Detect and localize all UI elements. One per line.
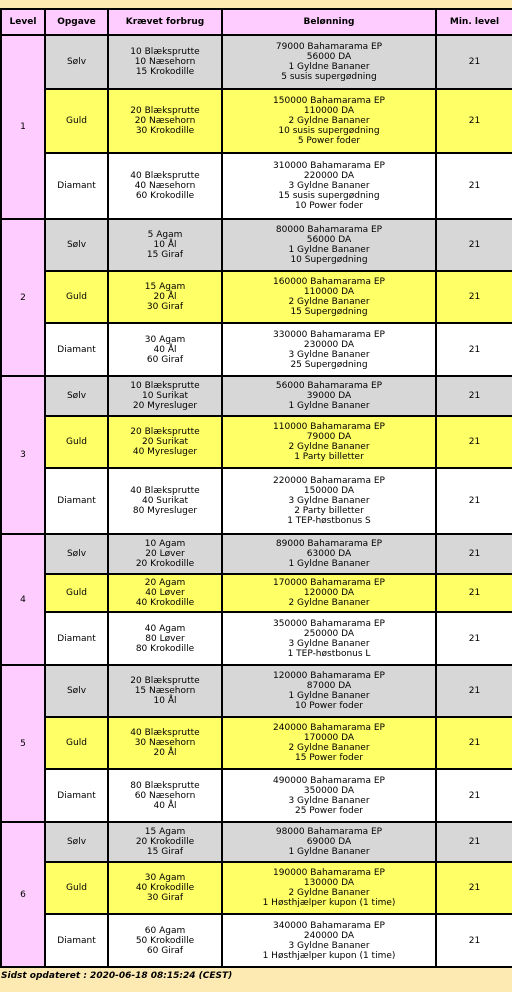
opgave-cell: Guld [45,89,108,153]
forbrug-line: 30 Agam [144,873,186,883]
header-level: Level [1,9,45,35]
belonning-line: 80000 Bahamarama EP [275,225,383,235]
belonning-cell [222,914,436,967]
table-row [1,271,512,323]
belonning-cell [222,416,436,468]
forbrug-line: 40 Blæksprutte [130,171,200,181]
belonning-line: 1 Gyldne Bananer [288,847,370,857]
forbrug-line: 10 Ål [153,696,177,706]
belonning-cell [222,35,436,89]
forbrug-line: 10 Næsehorn [134,57,196,67]
belonning-line: 330000 Bahamarama EP [273,329,385,340]
forbrug-line: 20 Næsehorn [134,116,196,126]
table-row [1,468,512,534]
belonning-line: 25 Supergødning [290,359,368,370]
belonning-line: 190000 Bahamarama EP [273,868,385,878]
kraevet-forbrug-cell [108,153,222,219]
belonning-line: 15 susis supergødning [278,191,380,201]
opgave-cell: Diamant [45,468,108,534]
belonning-line: 350000 Bahamarama EP [273,618,385,629]
belonning-line: 2 Party billetter [294,506,364,516]
forbrug-line: 5 Agam [147,230,183,240]
forbrug-line: 30 Giraf [146,302,184,312]
opgave-cell: Diamant [45,323,108,376]
belonning-line: 3 Gyldne Bananer [288,496,370,506]
forbrug-line: 10 Surikat [141,391,189,401]
belonning-line: 2 Gyldne Bananer [288,116,370,126]
kraevet-forbrug-cell [108,717,222,769]
forbrug-line: 40 Ål [153,800,177,811]
table-row [1,376,512,416]
belonning-cell [222,323,436,376]
table-row [1,323,512,376]
belonning-line: 120000 DA [303,588,355,598]
belonning-cell [222,271,436,323]
level-cell: 3 [1,376,45,534]
kraevet-forbrug-cell [108,914,222,967]
belonning-line: 69000 DA [306,837,352,847]
forbrug-line: 20 Agam [144,578,186,588]
belonning-line: 150000 DA [303,486,355,496]
min-level-cell: 21 [436,534,512,574]
forbrug-line: 20 Blæksprutte [130,427,200,437]
forbrug-line: 60 Næsehorn [134,790,196,801]
forbrug-line: 10 Blæksprutte [130,47,200,57]
forbrug-line: 10 Ål [153,240,177,250]
belonning-cell [222,717,436,769]
forbrug-line: 40 Agam [144,623,186,634]
kraevet-forbrug-cell [108,35,222,89]
forbrug-line: 15 Giraf [146,847,184,857]
table-row [1,219,512,271]
min-level-cell: 21 [436,717,512,769]
last-updated-text: Sidst opdateret : 2020-06-18 08:15:24 (CEST) [1,971,233,981]
belonning-line: 220000 DA [303,171,355,181]
belonning-line: 1 Høsthjælper kupon (1 time) [262,898,396,908]
forbrug-line: 20 Krokodille [135,837,195,847]
forbrug-line: 40 Næsehorn [134,181,196,191]
belonning-line: 1 Gyldne Bananer [288,245,370,255]
level-cell: 6 [1,822,45,967]
min-level-cell: 21 [436,665,512,717]
belonning-line: 240000 DA [303,930,355,941]
min-level-cell: 21 [436,271,512,323]
belonning-line: 10 Power foder [294,701,363,711]
min-level-cell: 21 [436,416,512,468]
belonning-line: 1 TEP-høstbonus S [287,516,371,526]
table-row [1,769,512,822]
kraevet-forbrug-cell [108,822,222,862]
forbrug-line: 15 Agam [144,282,186,292]
forbrug-line: 80 Løver [145,633,185,644]
belonning-line: 110000 DA [303,287,355,297]
belonning-cell [222,468,436,534]
table-row [1,534,512,574]
forbrug-line: 20 Ål [153,292,177,302]
belonning-line: 110000 DA [303,106,355,116]
forbrug-line: 10 Agam [144,539,186,549]
forbrug-line: 40 Blæksprutte [130,728,200,738]
opgave-cell: Diamant [45,769,108,822]
kraevet-forbrug-cell [108,468,222,534]
min-level-cell: 21 [436,89,512,153]
table-row [1,574,512,612]
forbrug-line: 20 Blæksprutte [130,106,200,116]
belonning-line: 160000 Bahamarama EP [273,277,385,287]
level-cell: 2 [1,219,45,376]
kraevet-forbrug-cell [108,612,222,665]
forbrug-line: 40 Krokodille [135,598,195,608]
header-belonning: Belønning [222,9,436,35]
min-level-cell: 21 [436,219,512,271]
belonning-line: 1 TEP-høstbonus L [287,648,371,659]
forbrug-line: 20 Løver [145,549,185,559]
forbrug-line: 30 Giraf [146,893,184,903]
belonning-line: 120000 Bahamarama EP [273,671,385,681]
belonning-line: 1 Gyldne Bananer [288,62,370,72]
table-row [1,822,512,862]
min-level-cell: 21 [436,35,512,89]
kraevet-forbrug-cell [108,769,222,822]
opgave-cell: Guld [45,416,108,468]
belonning-line: 170000 DA [303,733,355,743]
belonning-line: 2 Gyldne Bananer [288,743,370,753]
forbrug-line: 60 Giraf [146,354,184,365]
belonning-line: 1 Party billetter [294,452,364,462]
belonning-line: 56000 DA [306,52,352,62]
level-cell: 4 [1,534,45,665]
header-row [1,9,512,35]
table-row [1,862,512,914]
belonning-line: 150000 Bahamarama EP [273,96,385,106]
opgave-cell: Diamant [45,612,108,665]
forbrug-line: 30 Agam [144,334,186,345]
belonning-line: 130000 DA [303,878,355,888]
belonning-line: 98000 Bahamarama EP [275,827,383,837]
forbrug-line: 50 Krokodille [135,935,195,946]
table-row [1,416,512,468]
belonning-cell [222,534,436,574]
belonning-line: 240000 Bahamarama EP [273,723,385,733]
belonning-line: 3 Gyldne Bananer [288,638,370,649]
forbrug-line: 20 Ål [153,748,177,758]
level-cell: 5 [1,665,45,822]
opgave-cell: Sølv [45,376,108,416]
belonning-line: 79000 DA [306,432,352,442]
table-row [1,914,512,967]
belonning-cell [222,219,436,271]
belonning-line: 310000 Bahamarama EP [273,161,385,171]
table-row [1,35,512,89]
forbrug-line: 20 Blæksprutte [130,676,200,686]
belonning-line: 56000 DA [306,235,352,245]
opgave-cell: Sølv [45,665,108,717]
belonning-line: 1 Høsthjælper kupon (1 time) [262,950,396,961]
header-kraevet-forbrug: Krævet forbrug [108,9,222,35]
belonning-line: 2 Gyldne Bananer [288,442,370,452]
min-level-cell: 21 [436,822,512,862]
kraevet-forbrug-cell [108,862,222,914]
forbrug-line: 60 Giraf [146,945,184,956]
belonning-line: 1 Gyldne Bananer [288,401,370,411]
opgave-cell: Sølv [45,219,108,271]
min-level-cell: 21 [436,468,512,534]
forbrug-line: 30 Næsehorn [134,738,196,748]
opgave-cell: Diamant [45,153,108,219]
belonning-cell [222,574,436,612]
belonning-line: 5 susis supergødning [281,72,377,82]
min-level-cell: 21 [436,914,512,967]
belonning-line: 230000 DA [303,339,355,350]
opgave-cell: Guld [45,717,108,769]
forbrug-line: 40 Myresluger [132,447,198,457]
belonning-line: 1 Gyldne Bananer [288,559,370,569]
header-opgave: Opgave [45,9,108,35]
kraevet-forbrug-cell [108,416,222,468]
belonning-cell [222,769,436,822]
belonning-line: 3 Gyldne Bananer [288,795,370,806]
forbrug-line: 60 Krokodille [135,191,195,201]
kraevet-forbrug-cell [108,574,222,612]
belonning-line: 63000 DA [306,549,352,559]
forbrug-line: 40 Blæksprutte [130,486,200,496]
belonning-line: 340000 Bahamarama EP [273,920,385,931]
opgave-cell: Sølv [45,822,108,862]
forbrug-line: 80 Krokodille [135,643,195,654]
belonning-line: 3 Gyldne Bananer [288,940,370,951]
kraevet-forbrug-cell [108,665,222,717]
table-row [1,665,512,717]
opgave-cell: Sølv [45,35,108,89]
table-row [1,89,512,153]
forbrug-line: 40 Ål [153,344,177,355]
forbrug-line: 20 Myresluger [132,401,198,411]
belonning-line: 1 Gyldne Bananer [288,691,370,701]
belonning-line: 170000 Bahamarama EP [273,578,385,588]
forbrug-line: 20 Krokodille [135,559,195,569]
belonning-line: 15 Supergødning [290,307,368,317]
belonning-line: 350000 DA [303,785,355,796]
belonning-line: 2 Gyldne Bananer [288,598,370,608]
belonning-line: 2 Gyldne Bananer [288,888,370,898]
kraevet-forbrug-cell [108,376,222,416]
opgave-cell: Guld [45,271,108,323]
belonning-line: 87000 DA [306,681,352,691]
forbrug-line: 40 Krokodille [135,883,195,893]
forbrug-line: 80 Blæksprutte [130,780,200,791]
kraevet-forbrug-cell [108,89,222,153]
header-min-level: Min. level [436,9,512,35]
belonning-cell [222,862,436,914]
kraevet-forbrug-cell [108,219,222,271]
belonning-line: 3 Gyldne Bananer [288,181,370,191]
table-row [1,717,512,769]
belonning-cell [222,89,436,153]
forbrug-line: 20 Surikat [141,437,189,447]
belonning-cell [222,153,436,219]
opgave-cell: Guld [45,574,108,612]
min-level-cell: 21 [436,574,512,612]
belonning-line: 15 Power foder [294,753,363,763]
belonning-line: 10 Power foder [294,201,363,211]
min-level-cell: 21 [436,612,512,665]
belonning-line: 110000 Bahamarama EP [273,422,385,432]
forbrug-line: 30 Krokodille [135,126,195,136]
min-level-cell: 21 [436,862,512,914]
belonning-cell [222,665,436,717]
min-level-cell: 21 [436,376,512,416]
table-row [1,153,512,219]
belonning-line: 10 susis supergødning [278,126,380,136]
belonning-line: 39000 DA [306,391,352,401]
kraevet-forbrug-cell [108,534,222,574]
rewards-table [0,8,512,968]
kraevet-forbrug-cell [108,271,222,323]
belonning-line: 2 Gyldne Bananer [288,297,370,307]
belonning-cell [222,612,436,665]
belonning-line: 220000 Bahamarama EP [273,476,385,486]
belonning-line: 89000 Bahamarama EP [275,539,383,549]
belonning-line: 56000 Bahamarama EP [275,381,383,391]
opgave-cell: Sølv [45,534,108,574]
belonning-cell [222,822,436,862]
belonning-cell [222,376,436,416]
forbrug-line: 10 Blæksprutte [130,381,200,391]
min-level-cell: 21 [436,153,512,219]
min-level-cell: 21 [436,323,512,376]
forbrug-line: 15 Giraf [146,250,184,260]
belonning-line: 490000 Bahamarama EP [273,775,385,786]
belonning-line: 3 Gyldne Bananer [288,349,370,360]
belonning-line: 10 Supergødning [290,255,368,265]
forbrug-line: 15 Næsehorn [134,686,196,696]
forbrug-line: 80 Myresluger [132,506,198,516]
table-body [1,35,512,967]
opgave-cell: Diamant [45,914,108,967]
belonning-line: 5 Power foder [297,136,361,146]
forbrug-line: 15 Agam [144,827,186,837]
belonning-line: 79000 Bahamarama EP [275,42,383,52]
opgave-cell: Guld [45,862,108,914]
forbrug-line: 40 Løver [145,588,185,598]
forbrug-line: 15 Krokodille [135,67,195,77]
kraevet-forbrug-cell [108,323,222,376]
belonning-line: 250000 DA [303,628,355,639]
forbrug-line: 60 Agam [144,925,186,936]
min-level-cell: 21 [436,769,512,822]
belonning-line: 25 Power foder [294,805,363,816]
forbrug-line: 40 Surikat [141,496,189,506]
table-row [1,612,512,665]
level-cell: 1 [1,35,45,219]
